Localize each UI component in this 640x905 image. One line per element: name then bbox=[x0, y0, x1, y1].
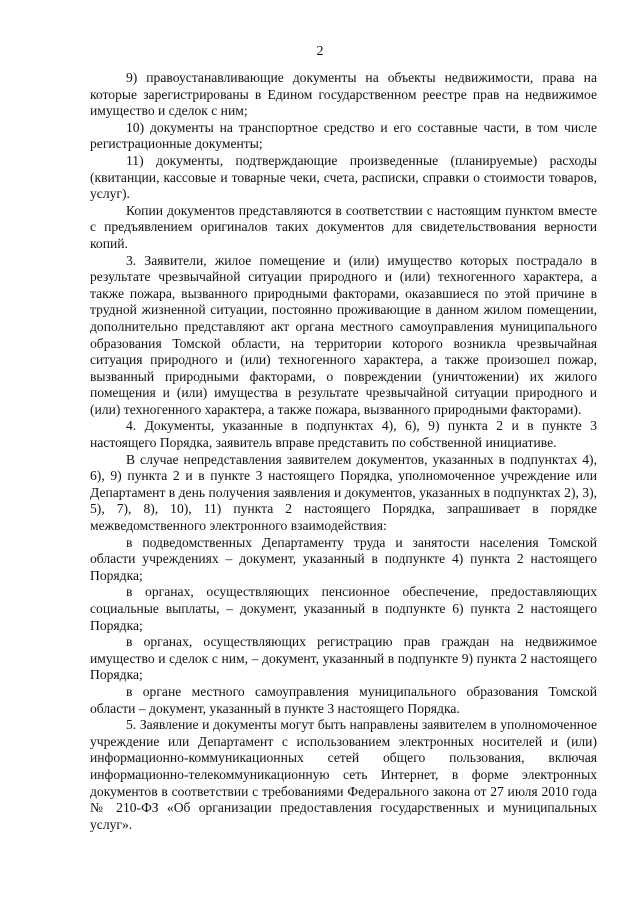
paragraph-interagency-request: В случае непредставления заявителем документов, указанных в подпунктах 4), 6), 9) пункта 2 и в пункте 3 настоящего Порядка, уполномоченное учреждение или Департамент в день получения заявления и документов, указанных в подпунктах 2), 3), 5), 7), 8), 10), 11) пункта 2 настоящего Порядка, запрашивает в порядке межведомственного электронного взаимодействия: bbox=[90, 451, 597, 534]
paragraph-clause-4: 4. Документы, указанные в подпунктах 4), 6), 9) пункта 2 и в пункте 3 настоящего Порядка, заявитель вправе представить по собственной инициативе. bbox=[90, 418, 597, 451]
paragraph-copies-note: Копии документов представляются в соответствии с настоящим пунктом вместе с предъявлением оригиналов таких документов для свидетельствования верности копий. bbox=[90, 202, 597, 251]
paragraph-item-9: 9) правоустанавливающие документы на объекты недвижимости, права на которые зарегистрированы в Едином государственном реестре прав на недвижимое имущество и сделок с ним; bbox=[90, 70, 597, 119]
paragraph-clause-5: 5. Заявление и документы могут быть направлены заявителем в уполномоченное учреждение или Департамент с использованием электронных носителей и (или) информационно-коммуникационных сетей общего пользования, включая информационно-телекоммуникационную сеть Интернет, в форме электронных документов в соответствии с требованиями Федерального закона от 27 июля 2010 года № 210-ФЗ «Об организации предоставления государственных и муниципальных услуг». bbox=[90, 717, 597, 832]
page-number: 2 bbox=[316, 44, 324, 59]
paragraph-item-11: 11) документы, подтверждающие произведенные (планируемые) расходы (квитанции, кассовые и товарные чеки, счета, расписки, справки о стоимости товаров, услуг). bbox=[90, 152, 597, 202]
paragraph-request-registration: в органах, осуществляющих регистрацию прав граждан на недвижимое имущество и сделок с ним, – документ, указанный в подпункте 9) пункта 2 настоящего Порядка; bbox=[90, 634, 597, 683]
paragraph-request-labor-dept: в подведомственных Департаменту труда и занятости населения Томской области учреждениях – документ, указанный в подпункте 4) пункта 2 настоящего Порядка; bbox=[90, 534, 597, 583]
paragraph-clause-3: 3. Заявители, жилое помещение и (или) имущество которых пострадало в результате чрезвычайной ситуации природного и (или) техногенного характера, а также пожара, вызванного природными факторами, оказавшиеся по этой причине в трудной жизненной ситуации, постоянно проживающие в данном жилом помещении, дополнительно представляют акт органа местного самоуправления муниципального образования Томской области, на территории которого возникла чрезвычайная ситуация природного и (или) техногенного характера, а также произошел пожар, вызванный природными факторами, о повреждении (уничтожении) их жилого помещения и (или) имущества в результате чрезвычайной ситуации природного и (или) техногенного характера, а также пожара, вызванного природными факторами). bbox=[90, 252, 597, 417]
document-body bbox=[90, 70, 597, 833]
paragraph-item-10: 10) документы на транспортное средство и его составные части, в том числе регистрационные документы; bbox=[90, 119, 597, 152]
paragraph-request-local-gov: в органе местного самоуправления муниципального образования Томской области – документ, указанный в пункте 3 настоящего Порядка. bbox=[90, 683, 597, 716]
paragraph-request-pension: в органах, осуществляющих пенсионное обеспечение, предоставляющих социальные выплаты, – документ, указанный в подпункте 6) пункта 2 настоящего Порядка; bbox=[90, 584, 597, 633]
